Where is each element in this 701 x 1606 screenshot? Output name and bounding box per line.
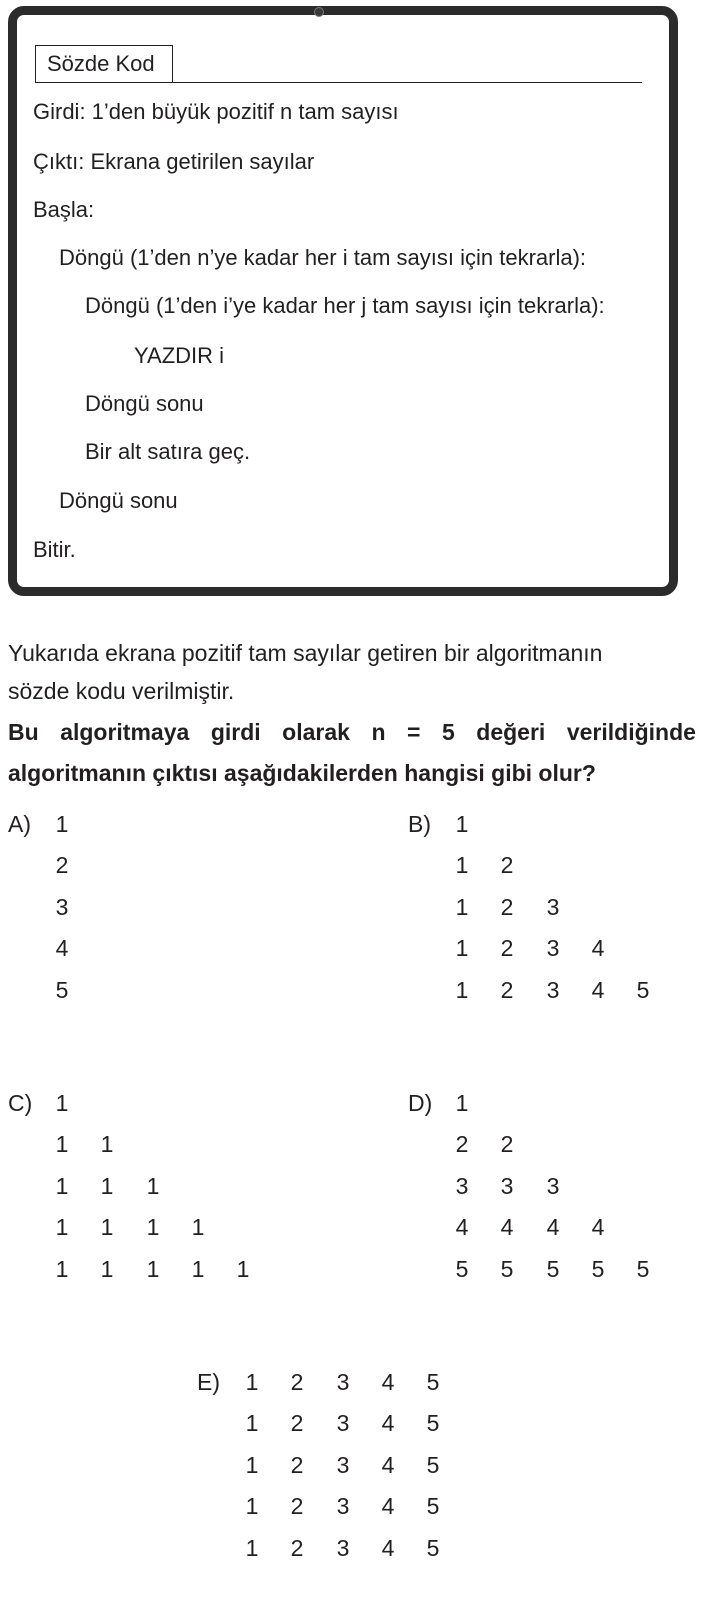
output-number: 4 (546, 1214, 560, 1240)
output-number: 4 (591, 977, 605, 1003)
output-number: 3 (336, 1535, 350, 1561)
code-line-newline: Bir alt satıra geç. (85, 439, 251, 464)
output-number: 4 (381, 1410, 395, 1436)
question-prompt-line-1 (8, 719, 696, 745)
code-line-outer-loop: Döngü (1’den n’ye kadar her i tam sayısı için tekrarla): (59, 245, 587, 270)
output-number: 5 (455, 1256, 469, 1282)
output-number: 3 (546, 935, 560, 961)
output-number: 1 (55, 811, 69, 837)
output-number: 1 (455, 852, 469, 878)
prompt-word: 5 (441, 719, 455, 745)
code-line-start: Başla: (33, 197, 95, 222)
output-number: 1 (236, 1256, 250, 1282)
output-number: 1 (55, 1173, 69, 1199)
output-number: 4 (381, 1369, 395, 1395)
question-prompt-line-2: algoritmanın çıktısı aşağıdakilerden hangisi gibi olur? (8, 760, 596, 786)
output-number: 2 (500, 977, 514, 1003)
question-intro-line-2: sözde kodu verilmiştir. (8, 678, 235, 704)
output-number: 2 (290, 1493, 304, 1519)
option-letter: D) (408, 1090, 433, 1116)
output-number: 5 (636, 1256, 650, 1282)
output-number: 1 (245, 1410, 259, 1436)
output-number: 5 (546, 1256, 560, 1282)
output-number: 1 (100, 1256, 114, 1282)
output-number: 3 (546, 894, 560, 920)
output-number: 2 (55, 852, 69, 878)
prompt-word: n (371, 719, 386, 745)
option-letter: A) (8, 811, 31, 837)
code-line-print: YAZDIR i (134, 343, 225, 368)
output-number: 1 (455, 1090, 469, 1116)
output-number: 5 (636, 977, 650, 1003)
output-number: 3 (336, 1452, 350, 1478)
output-number: 2 (500, 894, 514, 920)
output-number: 5 (426, 1535, 440, 1561)
output-number: 4 (455, 1214, 469, 1240)
output-number: 3 (336, 1410, 350, 1436)
output-number: 1 (455, 977, 469, 1003)
prompt-word: = (407, 719, 421, 745)
option-letter: C) (8, 1090, 33, 1116)
output-number: 5 (500, 1256, 514, 1282)
option-letter: E) (197, 1369, 220, 1395)
output-number: 3 (546, 1173, 560, 1199)
output-number: 1 (455, 935, 469, 961)
output-number: 1 (191, 1214, 205, 1240)
output-number: 5 (426, 1369, 440, 1395)
pseudocode-frame (8, 6, 678, 596)
output-number: 5 (426, 1452, 440, 1478)
output-number: 1 (55, 1131, 69, 1157)
output-number: 4 (381, 1452, 395, 1478)
output-number: 1 (245, 1369, 259, 1395)
prompt-word: girdi (210, 719, 261, 745)
question-intro-line-1: Yukarıda ekrana pozitif tam sayılar getiren bir algoritmanın (8, 640, 603, 666)
output-number: 1 (55, 1090, 69, 1116)
output-number: 1 (146, 1256, 160, 1282)
output-number: 4 (591, 1214, 605, 1240)
output-number: 2 (500, 1131, 514, 1157)
output-number: 4 (381, 1535, 395, 1561)
code-line-outer-end: Döngü sonu (59, 488, 178, 513)
code-line-inner-end: Döngü sonu (85, 391, 204, 416)
output-number: 3 (500, 1173, 514, 1199)
output-number: 1 (100, 1214, 114, 1240)
output-number: 2 (290, 1410, 304, 1436)
output-number: 1 (55, 1214, 69, 1240)
output-number: 3 (336, 1369, 350, 1395)
output-number: 5 (55, 977, 69, 1003)
output-number: 2 (290, 1535, 304, 1561)
code-line-inner-loop: Döngü (1’den i’ye kadar her j tam sayısı için tekrarla): (85, 293, 605, 318)
output-number: 5 (426, 1493, 440, 1519)
prompt-word: Bu (8, 719, 39, 745)
prompt-word: verildiğinde (566, 719, 696, 745)
output-number: 1 (100, 1173, 114, 1199)
output-number: 5 (591, 1256, 605, 1282)
title-divider (172, 82, 642, 83)
prompt-word: olarak (282, 719, 350, 745)
output-number: 1 (55, 1256, 69, 1282)
output-number: 5 (426, 1410, 440, 1436)
output-number: 1 (100, 1131, 114, 1157)
output-number: 3 (455, 1173, 469, 1199)
pseudocode-title: Sözde Kod (35, 45, 173, 83)
output-number: 3 (336, 1493, 350, 1519)
code-line-input: Girdi: 1’den büyük pozitif n tam sayısı (33, 99, 399, 124)
prompt-word: algoritmaya (60, 719, 190, 745)
output-number: 4 (591, 935, 605, 961)
output-number: 1 (455, 894, 469, 920)
option-letter: B) (408, 811, 431, 837)
output-number: 1 (455, 811, 469, 837)
output-number: 2 (290, 1369, 304, 1395)
output-number: 4 (381, 1493, 395, 1519)
output-number: 1 (191, 1256, 205, 1282)
output-number: 3 (55, 894, 69, 920)
output-number: 1 (245, 1452, 259, 1478)
output-number: 4 (500, 1214, 514, 1240)
output-number: 1 (146, 1214, 160, 1240)
output-number: 1 (245, 1535, 259, 1561)
output-number: 2 (455, 1131, 469, 1157)
code-line-output: Çıktı: Ekrana getirilen sayılar (33, 149, 315, 174)
output-number: 3 (546, 977, 560, 1003)
output-number: 1 (245, 1493, 259, 1519)
code-line-finish: Bitir. (33, 537, 76, 562)
output-number: 2 (290, 1452, 304, 1478)
camera-icon (314, 7, 324, 17)
output-number: 4 (55, 935, 69, 961)
prompt-word: değeri (476, 719, 546, 745)
output-number: 1 (146, 1173, 160, 1199)
output-number: 2 (500, 935, 514, 961)
output-number: 2 (500, 852, 514, 878)
